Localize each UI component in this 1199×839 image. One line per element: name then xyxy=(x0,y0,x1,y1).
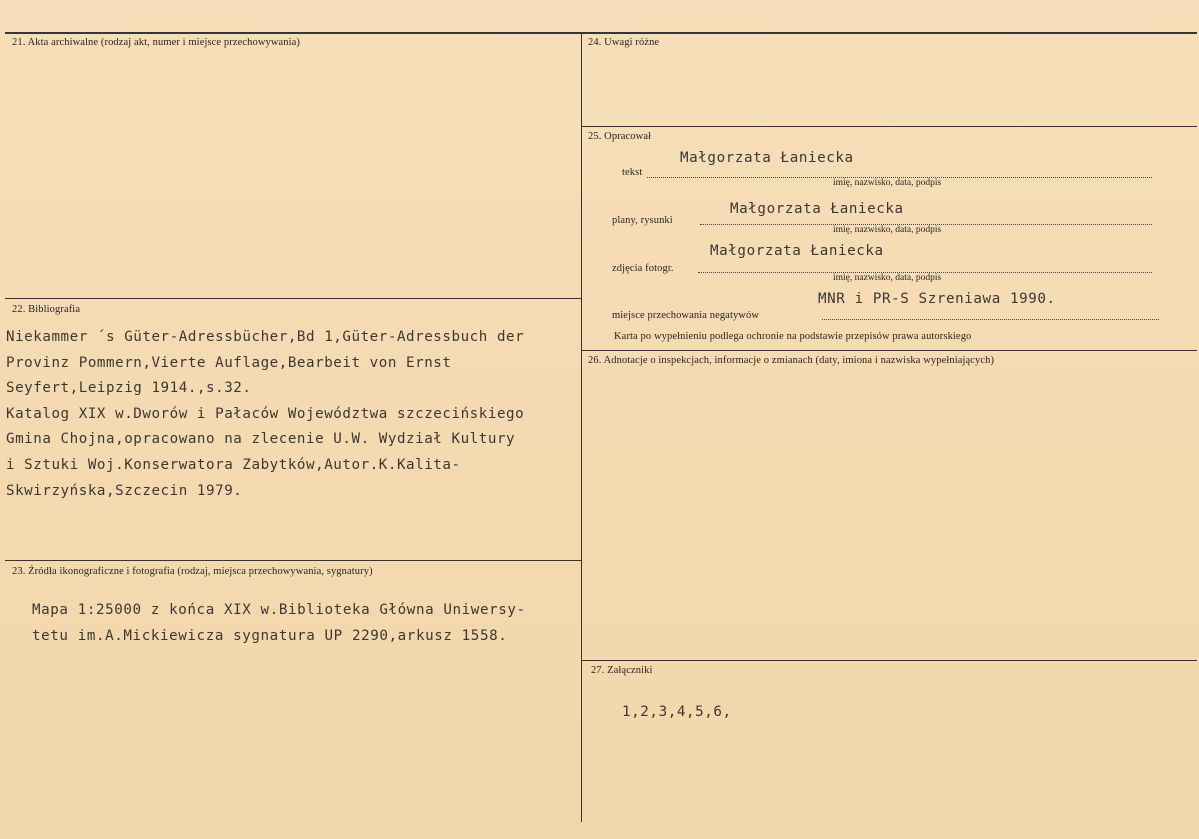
section-26-label: 26. Adnotacje o inspekcjach, informacje o zmianach (daty, imiona i nazwiska wypełniających) xyxy=(588,355,995,366)
top-border xyxy=(5,32,1197,34)
section-25-label: 25. Opracował xyxy=(588,131,652,142)
center-divider xyxy=(581,32,582,822)
section-21-label: 21. Akta archiwalne (rodzaj akt, numer i miejsce przechowywania) xyxy=(12,37,301,48)
tekst-value: Małgorzata Łaniecka xyxy=(680,150,854,166)
divider-26-27 xyxy=(582,660,1197,661)
section-24-label: 24. Uwagi różne xyxy=(588,37,660,48)
bibliography-line: Gmina Chojna,opracowano na zlecenie U.W. Wydział Kultury xyxy=(6,431,516,448)
section-27-label: 27. Załączniki xyxy=(591,665,653,676)
negatywy-dotted-line xyxy=(822,319,1159,320)
copyright-note: Karta po wypełnieniu podlega ochronie na podstawie przepisów prawa autorskiego xyxy=(614,331,972,342)
iconography-line-1: Mapa 1:25000 z końca XIX w.Biblioteka Główna Uniwersy- xyxy=(32,602,526,618)
section-23-label: 23. Źródła ikonograficzne i fotografia (rodzaj, miejsca przechowywania, sygnatury) xyxy=(12,566,373,577)
zdjecia-value: Małgorzata Łaniecka xyxy=(710,243,884,259)
bibliography-line: Skwirzyńska,Szczecin 1979. xyxy=(6,482,243,499)
bibliography-line: Niekammer ´s Güter-Adressbücher,Bd 1,Güter-Adressbuch der xyxy=(6,329,525,345)
negatywy-value: MNR i PR-S Szreniawa 1990. xyxy=(818,291,1056,307)
divider-24-25 xyxy=(582,126,1197,127)
tekst-caption: imię, nazwisko, data, podpis xyxy=(833,178,942,188)
negatywy-label: miejsce przechowania negatywów xyxy=(612,310,760,321)
iconography-line-2: tetu im.A.Mickiewicza sygnatura UP 2290,arkusz 1558. xyxy=(32,628,508,644)
divider-22-23 xyxy=(5,560,581,561)
plany-label: plany, rysunki xyxy=(612,215,673,226)
bibliography-line: i Sztuki Woj.Konserwatora Zabytków,Autor.K.Kalita- xyxy=(6,456,461,473)
zdjecia-label: zdjęcia fotogr. xyxy=(612,263,674,274)
plany-value: Małgorzata Łaniecka xyxy=(730,201,904,217)
attachments-value: 1,2,3,4,5,6, xyxy=(622,704,732,720)
zdjecia-caption: imię, nazwisko, data, podpis xyxy=(833,273,942,283)
bibliography-line: Seyfert,Leipzig 1914.,s.32. xyxy=(6,380,252,397)
bibliography-line: Katalog XIX w.Dworów i Pałaców Województwa szczecińskiego xyxy=(6,405,525,422)
bibliography-text xyxy=(6,325,581,504)
section-22-label: 22. Bibliografia xyxy=(12,304,81,315)
bibliography-line: Provinz Pommern,Vierte Auflage,Bearbeit von Ernst xyxy=(6,354,452,371)
divider-25-26 xyxy=(582,350,1197,351)
tekst-label: tekst xyxy=(622,167,643,178)
divider-21-22 xyxy=(5,298,581,299)
plany-caption: imię, nazwisko, data, podpis xyxy=(833,225,942,235)
